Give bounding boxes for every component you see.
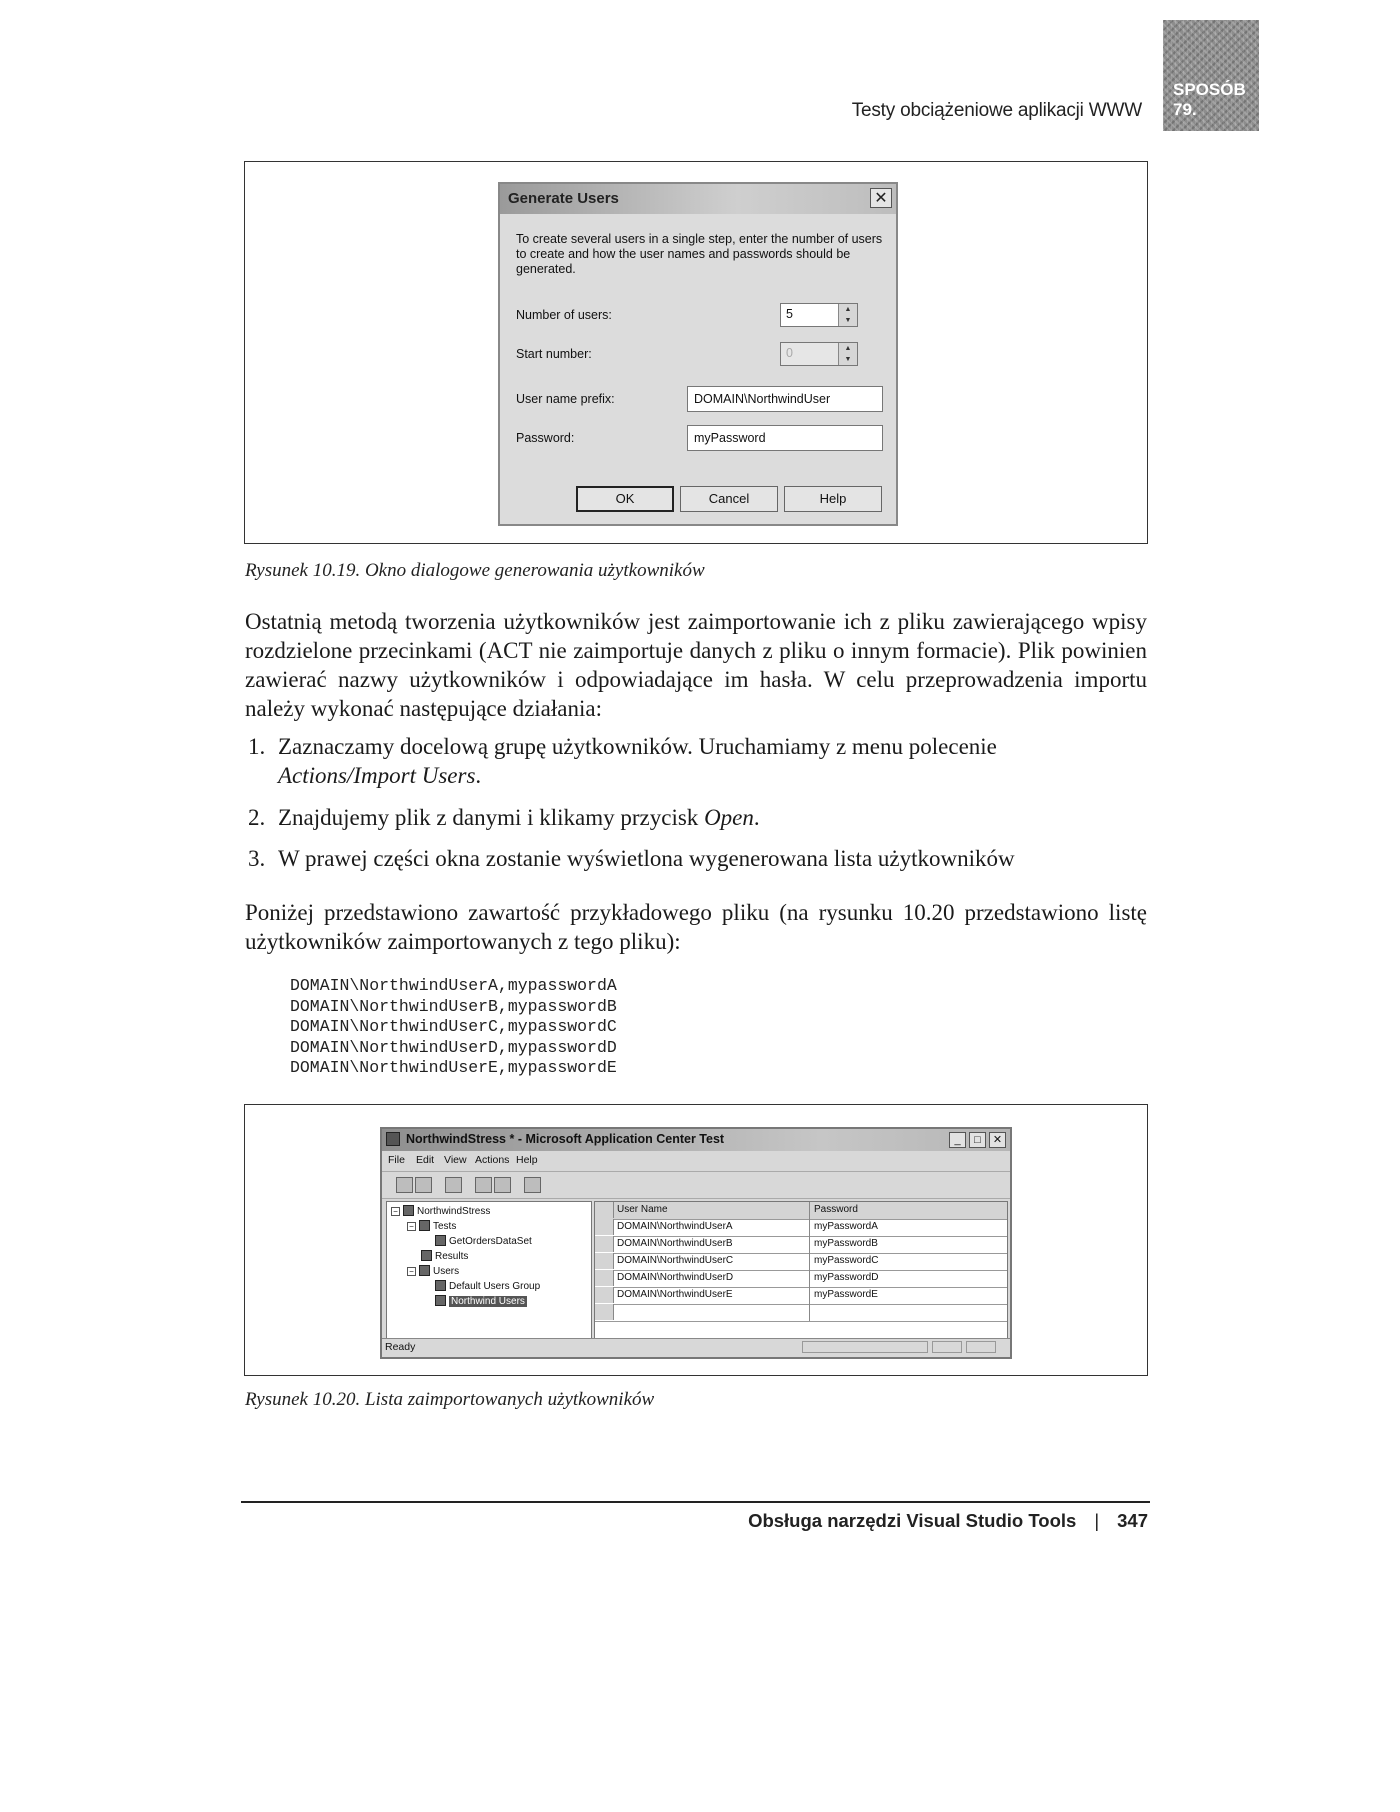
table-row[interactable]: DOMAIN\NorthwindUserE myPasswordE <box>595 1287 1007 1305</box>
paragraph-2: Poniżej przedstawiono zawartość przykładowego pliku (na rysunku 10.20 przedstawiono listę użytkowników zaimportowanych z tego pliku): <box>245 900 1147 954</box>
spin-up-icon[interactable]: ▲ <box>844 306 852 313</box>
table-row-empty[interactable] <box>595 1304 1007 1322</box>
table-row[interactable]: DOMAIN\NorthwindUserB myPasswordB <box>595 1236 1007 1254</box>
menu-view[interactable]: View <box>444 1154 467 1166</box>
app-title: NorthwindStress * - Microsoft Application Center Test <box>406 1132 725 1146</box>
grid-header <box>595 1202 1007 1220</box>
results-icon <box>421 1250 432 1261</box>
help-button[interactable]: Help <box>784 486 882 512</box>
start-number-stepper <box>780 342 858 366</box>
figure-10-20-caption: Rysunek 10.20. Lista zaimportowanych użytkowników <box>245 1389 655 1410</box>
dialog-titlebar <box>500 184 896 214</box>
footer-rule <box>241 1501 1150 1503</box>
menu-help[interactable]: Help <box>516 1154 538 1166</box>
toolbar <box>382 1171 1010 1199</box>
spin-down-icon: ▼ <box>844 356 852 363</box>
project-icon <box>403 1205 414 1216</box>
user-name-prefix-label: User name prefix: <box>516 392 615 406</box>
paragraph-1: Ostatnią metodą tworzenia użytkowników jest zaimportowanie ich z pliku zawierającego wpisy rozdzielone przecinkami (ACT nie zaimportuje danych z pliku o innym formacie). Plik powinien zawierać nazwy użytkowników i odpowiadające im hasła. W celu przeprowadzenia importu należy wykonać następujące działania: <box>245 609 1147 721</box>
list-text: Znajdujemy plik z danymi i klikamy przycisk <box>278 805 705 830</box>
minimize-icon[interactable]: _ <box>949 1132 966 1148</box>
status-bar <box>382 1338 1010 1357</box>
users-grid <box>594 1201 1008 1339</box>
user-name-prefix-input[interactable]: DOMAIN\NorthwindUser <box>687 386 883 412</box>
password-label: Password: <box>516 431 575 445</box>
dialog-title: Generate Users <box>508 190 619 207</box>
users-icon <box>419 1265 430 1276</box>
list-item <box>248 803 1128 832</box>
maximize-icon[interactable]: □ <box>969 1132 986 1148</box>
list-number: 2. <box>248 805 266 830</box>
code-listing <box>290 976 617 1079</box>
figure-10-19-caption: Rysunek 10.19. Okno dialogowe generowania użytkowników <box>245 560 705 581</box>
collapse-icon[interactable]: − <box>407 1267 416 1276</box>
list-text: W prawej części okna zostanie wyświetlona wygenerowana lista użytkowników <box>278 846 1015 871</box>
generate-users-dialog <box>498 182 898 526</box>
start-icon[interactable] <box>475 1177 492 1193</box>
tree-node[interactable]: − NorthwindStress <box>391 1205 490 1217</box>
stepper-arrows[interactable] <box>838 304 857 326</box>
number-of-users-label: Number of users: <box>516 308 612 322</box>
table-row[interactable]: DOMAIN\NorthwindUserD myPasswordD <box>595 1270 1007 1288</box>
open-icon[interactable] <box>396 1177 413 1193</box>
stepper-arrows <box>838 343 857 365</box>
sposob-label: SPOSÓB <box>1173 80 1246 99</box>
tree-node[interactable]: GetOrdersDataSet <box>435 1235 532 1247</box>
app-titlebar <box>382 1129 1010 1151</box>
status-text: Ready <box>385 1341 416 1353</box>
spin-up-icon: ▲ <box>844 345 852 352</box>
password-input[interactable]: myPassword <box>687 425 883 451</box>
footer <box>748 1510 1148 1532</box>
properties-icon[interactable] <box>524 1177 541 1193</box>
list-tail: . <box>475 763 482 788</box>
list-item <box>248 844 1128 873</box>
number-of-users-stepper[interactable] <box>780 303 858 327</box>
new-test-icon[interactable] <box>445 1177 462 1193</box>
tree-node[interactable]: − Tests <box>407 1220 456 1232</box>
project-tree <box>386 1201 592 1339</box>
status-pane <box>802 1341 928 1353</box>
tree-node[interactable]: Results <box>421 1250 468 1262</box>
tree-node-selected[interactable]: Northwind Users <box>435 1295 527 1307</box>
collapse-icon[interactable]: − <box>391 1207 400 1216</box>
list-tail: . <box>753 805 760 830</box>
number-of-users-value: 5 <box>786 307 793 321</box>
app-logo-icon <box>386 1132 400 1146</box>
ok-button[interactable]: OK <box>576 486 674 512</box>
tree-node[interactable]: − Users <box>407 1265 459 1277</box>
list-item <box>248 732 1128 790</box>
menu-path: Actions/Import Users <box>278 763 476 788</box>
page-number: 347 <box>1117 1510 1148 1531</box>
start-number-value: 0 <box>786 346 793 360</box>
code-line: DOMAIN\NorthwindUserD,mypasswordD <box>290 1037 617 1057</box>
user-group-icon <box>435 1295 446 1306</box>
sposob-number: 79. <box>1173 100 1197 119</box>
close-icon[interactable]: ✕ <box>989 1132 1006 1148</box>
cancel-button[interactable]: Cancel <box>680 486 778 512</box>
menu-file[interactable]: File <box>388 1154 405 1166</box>
test-icon <box>435 1235 446 1246</box>
start-number-label: Start number: <box>516 347 592 361</box>
collapse-icon[interactable]: − <box>407 1222 416 1231</box>
sposob-badge <box>1163 20 1259 131</box>
column-header-user-name[interactable]: User Name <box>617 1204 668 1215</box>
table-row[interactable]: DOMAIN\NorthwindUserA myPasswordA <box>595 1219 1007 1237</box>
code-line: DOMAIN\NorthwindUserA,mypasswordA <box>290 976 617 995</box>
menu-actions[interactable]: Actions <box>475 1154 510 1166</box>
list-text: Zaznaczamy docelową grupę użytkowników. Uruchamiamy z menu polecenie <box>278 734 997 759</box>
footer-separator: | <box>1094 1510 1100 1531</box>
app-window <box>380 1127 1012 1359</box>
column-header-password[interactable]: Password <box>814 1204 858 1215</box>
menu-edit[interactable]: Edit <box>416 1154 435 1166</box>
chapter-title: Obsługa narzędzi Visual Studio Tools <box>748 1510 1077 1531</box>
user-group-icon <box>435 1280 446 1291</box>
status-pane <box>932 1341 962 1353</box>
list-number: 1. <box>248 734 266 759</box>
tests-icon <box>419 1220 430 1231</box>
close-icon[interactable]: ✕ <box>870 188 892 208</box>
spin-down-icon[interactable]: ▼ <box>844 317 852 324</box>
stop-icon[interactable] <box>494 1177 511 1193</box>
menu-bar <box>382 1151 1010 1169</box>
code-line: DOMAIN\NorthwindUserB,mypasswordB <box>290 996 617 1016</box>
code-line: DOMAIN\NorthwindUserE,mypasswordE <box>290 1058 617 1077</box>
running-title: Testy obciążeniowe aplikacji WWW <box>851 100 1142 121</box>
button-name: Open <box>704 805 754 830</box>
tree-node[interactable]: Default Users Group <box>435 1280 540 1292</box>
list-number: 3. <box>248 846 266 871</box>
table-row[interactable]: DOMAIN\NorthwindUserC myPasswordC <box>595 1253 1007 1271</box>
code-line: DOMAIN\NorthwindUserC,mypasswordC <box>290 1017 617 1036</box>
status-pane <box>966 1341 996 1353</box>
save-icon[interactable] <box>415 1177 432 1193</box>
dialog-description: To create several users in a single step, enter the number of users to create and how the user names and passwords should be generated. <box>516 232 883 276</box>
